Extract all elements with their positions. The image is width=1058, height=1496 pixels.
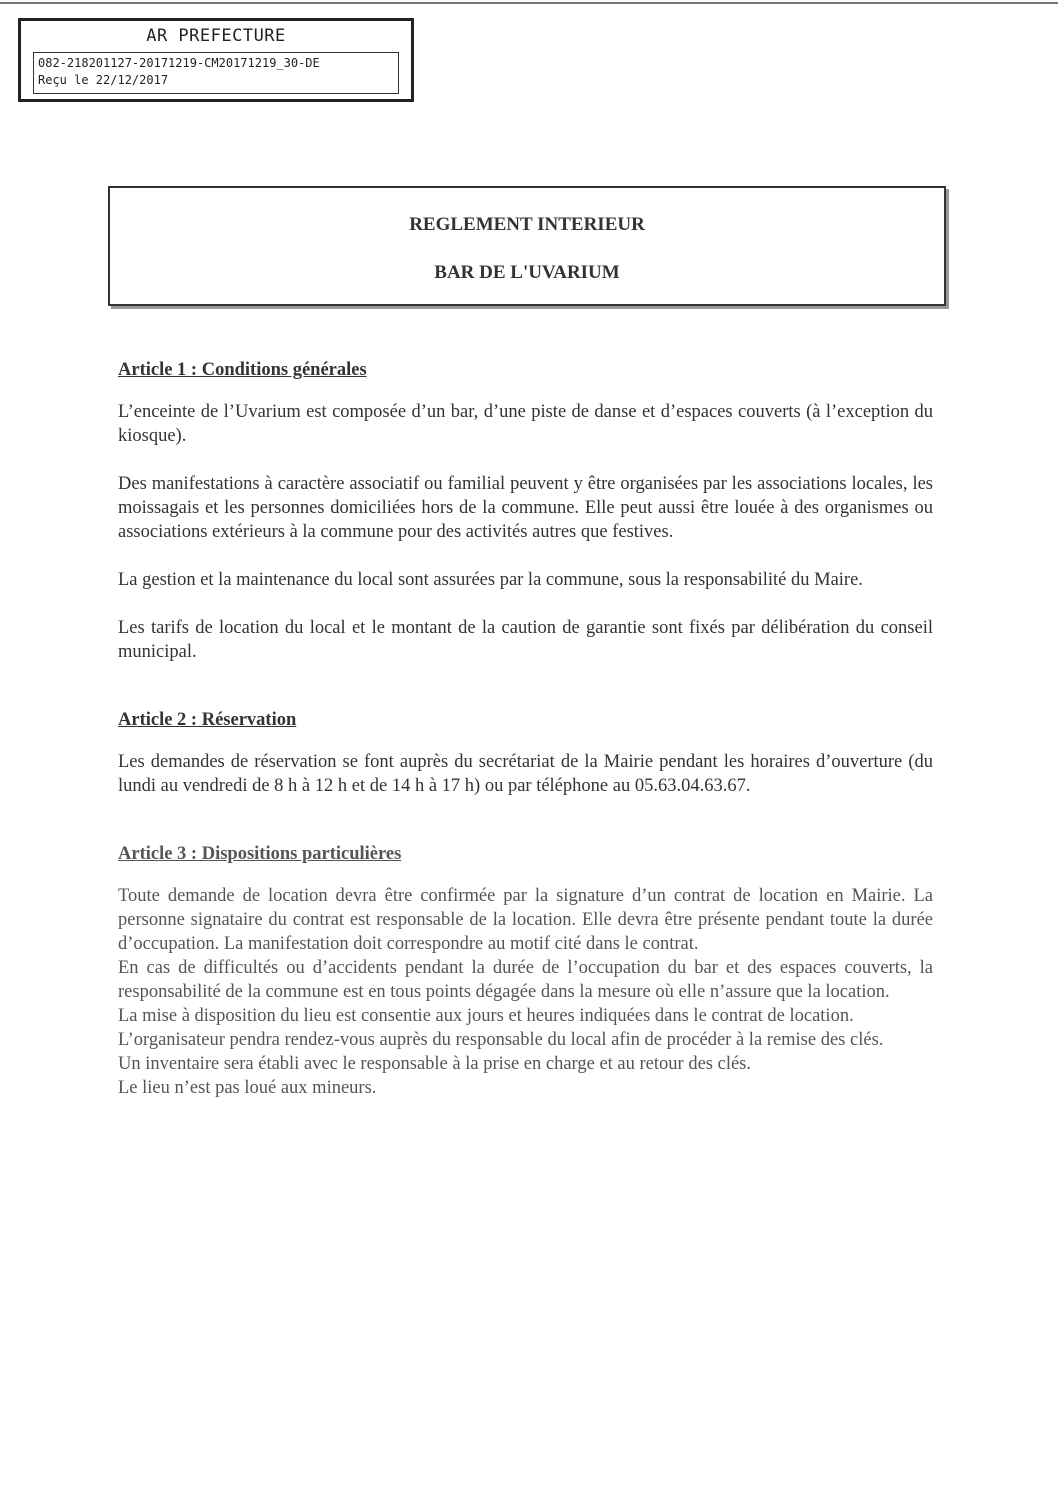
stamp-received-date: Reçu le 22/12/2017	[38, 73, 169, 87]
spacer	[118, 822, 933, 842]
prefecture-stamp	[18, 18, 414, 102]
article-3-paragraph: Toute demande de location devra être confirmée par la signature d’un contrat de location en Mairie. La personne signataire du contrat est responsable de la location. Elle devra être présente pendant toute la durée d’occupation. La manifestation doit correspondre au motif cité dans le contrat.	[118, 886, 933, 954]
stamp-details	[33, 52, 399, 94]
article-3	[118, 842, 933, 1100]
article-1	[118, 358, 933, 664]
page-top-rule	[0, 2, 1058, 4]
article-3-paragraph: La mise à disposition du lieu est consentie aux jours et heures indiquées dans le contrat de location.	[118, 1006, 854, 1026]
article-2-paragraph: Les demandes de réservation se font auprès du secrétariat de la Mairie pendant les horaires d’ouverture (du lundi au vendredi de 8 h à 12 h et de 14 h à 17 h) ou par téléphone au 05.63.04.63.67.	[118, 752, 933, 796]
article-3-paragraph: Un inventaire sera établi avec le responsable à la prise en charge et au retour des clés.	[118, 1054, 751, 1074]
article-3-paragraph: En cas de difficultés ou d’accidents pendant la durée de l’occupation du bar et des espaces couverts, la responsabilité de la commune est en tous points dégagée dans la mesure où elle n’assure que la location.	[118, 958, 933, 1002]
article-1-paragraph: L’enceinte de l’Uvarium est composée d’un bar, d’une piste de danse et d’espaces couverts (à l’exception du kiosque).	[118, 402, 933, 446]
article-1-heading: Article 1 : Conditions générales	[118, 360, 367, 380]
document-subtitle: BAR DE L'UVARIUM	[434, 262, 620, 283]
article-3-paragraph: Le lieu n’est pas loué aux mineurs.	[118, 1078, 377, 1098]
article-3-paragraph: L’organisateur pendra rendez-vous auprès du responsable du local afin de procéder à la remise des clés.	[118, 1030, 884, 1050]
document-body	[118, 358, 933, 1100]
article-1-paragraph: Les tarifs de location du local et le montant de la caution de garantie sont fixés par délibération du conseil municipal.	[118, 618, 933, 662]
article-1-paragraph: Des manifestations à caractère associatif ou familial peuvent y être organisées par les associations locales, les moissagais et les personnes domiciliées hors de la commune. Elle peut aussi être louée à des organismes ou associations extérieurs à la commune pour des activités autres que festives.	[118, 474, 933, 542]
document-title-box	[108, 186, 946, 306]
article-1-paragraph: La gestion et la maintenance du local sont assurées par la commune, sous la responsabilité du Maire.	[118, 570, 863, 590]
spacer	[118, 688, 933, 708]
stamp-reference: 082-218201127-20171219-CM20171219_30-DE	[38, 56, 320, 70]
stamp-title: AR PREFECTURE	[146, 26, 286, 46]
document-title: REGLEMENT INTERIEUR	[409, 214, 645, 235]
article-2	[118, 708, 933, 798]
article-3-heading: Article 3 : Dispositions particulières	[118, 844, 402, 864]
article-2-heading: Article 2 : Réservation	[118, 710, 297, 730]
